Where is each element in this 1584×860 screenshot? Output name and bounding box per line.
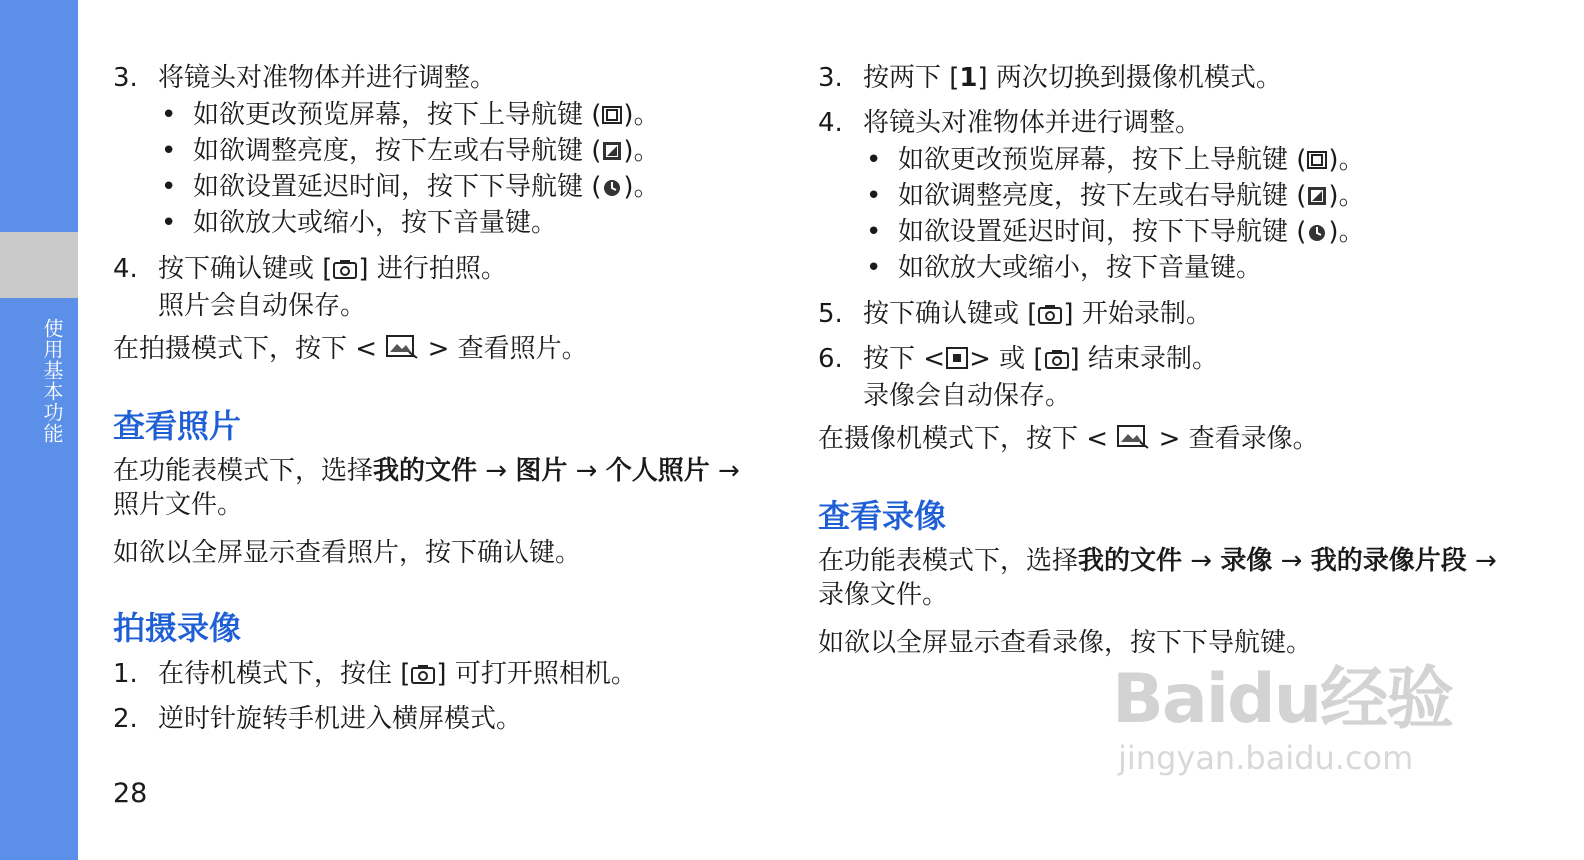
timer-icon [601,176,623,198]
bullet-timer: • 如欲设置延迟时间，按下下导航键 ( )。 [158,169,773,205]
step-3-right: 3. 按两下 [1] 两次切换到摄像机模式。 [818,63,1282,93]
bullet-list-right [818,142,1518,286]
preview-icon [601,104,623,126]
gallery-icon [1116,424,1150,450]
timer-icon [1306,221,1328,243]
camera-key-icon [1044,348,1070,370]
brightness-icon [601,140,623,162]
view-photos-para: 在功能表模式下，选择我的文件 → 图片 → 个人照片 → 照片文件。 [113,456,740,520]
view-videos-para: 在功能表模式下，选择我的文件 → 录像 → 我的录像片段 → 录像文件。 [818,546,1497,610]
step-5-right: 5. 按下确认键或 [ ] 开始录制。 [818,299,1212,329]
view-videos-line: 在摄像机模式下，按下 < > 查看录像。 [818,424,1319,454]
bullet-timer: • 如欲设置延迟时间，按下下导航键 ( )。 [863,214,1518,250]
bullet-list-left [113,97,773,241]
heading-view-photos: 查看照片 [113,407,242,445]
brightness-icon [1306,185,1328,207]
right-column [818,60,1518,674]
stop-icon [945,346,969,370]
sidebar-active-tab [0,232,78,298]
fullscreen-photo-para: 如欲以全屏显示查看照片，按下确认键。 [113,538,582,568]
step-4-left: 4. 按下确认键或 [ ] 进行拍照。 [113,254,507,284]
sidebar-tab-strip [0,0,78,860]
preview-icon [1306,149,1328,171]
watermark-url: jingyan.baidu.com [1118,739,1414,777]
gallery-icon [385,334,419,360]
step-3-left: 3. 将镜头对准物体并进行调整。 [113,63,497,93]
section-label: 使用基本功能 [40,318,64,444]
camera-key-icon [332,258,358,280]
heading-view-videos: 查看录像 [818,497,947,535]
step-4-right: 4. 将镜头对准物体并进行调整。 [818,108,1202,138]
record-step-2: 2. 逆时针旋转手机进入横屏模式。 [113,704,523,734]
key-1: 1 [959,63,978,93]
bullet-zoom: • 如欲放大或缩小，按下音量键。 [158,205,773,241]
watermark-logo-text: Baidu经验 [1112,660,1453,739]
bullet-preview: • 如欲更改预览屏幕，按下上导航键 ( )。 [863,142,1518,178]
camera-key-icon [1037,303,1063,325]
view-photos-line: 在拍摄模式下，按下 < > 查看照片。 [113,334,588,364]
page-number: 28 [113,778,148,809]
record-step-1: 1. 在待机模式下，按住 [ ] 可打开照相机。 [113,659,637,689]
heading-record-video: 拍摄录像 [113,609,242,647]
camera-key-icon [410,663,436,685]
bullet-preview: • 如欲更改预览屏幕，按下上导航键 ( )。 [158,97,773,133]
left-column [113,60,773,738]
bullet-zoom: • 如欲放大或缩小，按下音量键。 [863,250,1518,286]
fullscreen-video-para: 如欲以全屏显示查看录像，按下下导航键。 [818,628,1313,658]
step-6-right-cont: 录像会自动保存。 [863,381,1072,411]
bullet-brightness: • 如欲调整亮度，按下左或右导航键 ( )。 [158,133,773,169]
step-4-left-cont: 照片会自动保存。 [158,291,367,321]
baidu-watermark [1112,662,1478,792]
step-6-right: 6. 按下 < > 或 [ ] 结束录制。 [818,344,1218,374]
bullet-brightness: • 如欲调整亮度，按下左或右导航键 ( )。 [863,178,1518,214]
